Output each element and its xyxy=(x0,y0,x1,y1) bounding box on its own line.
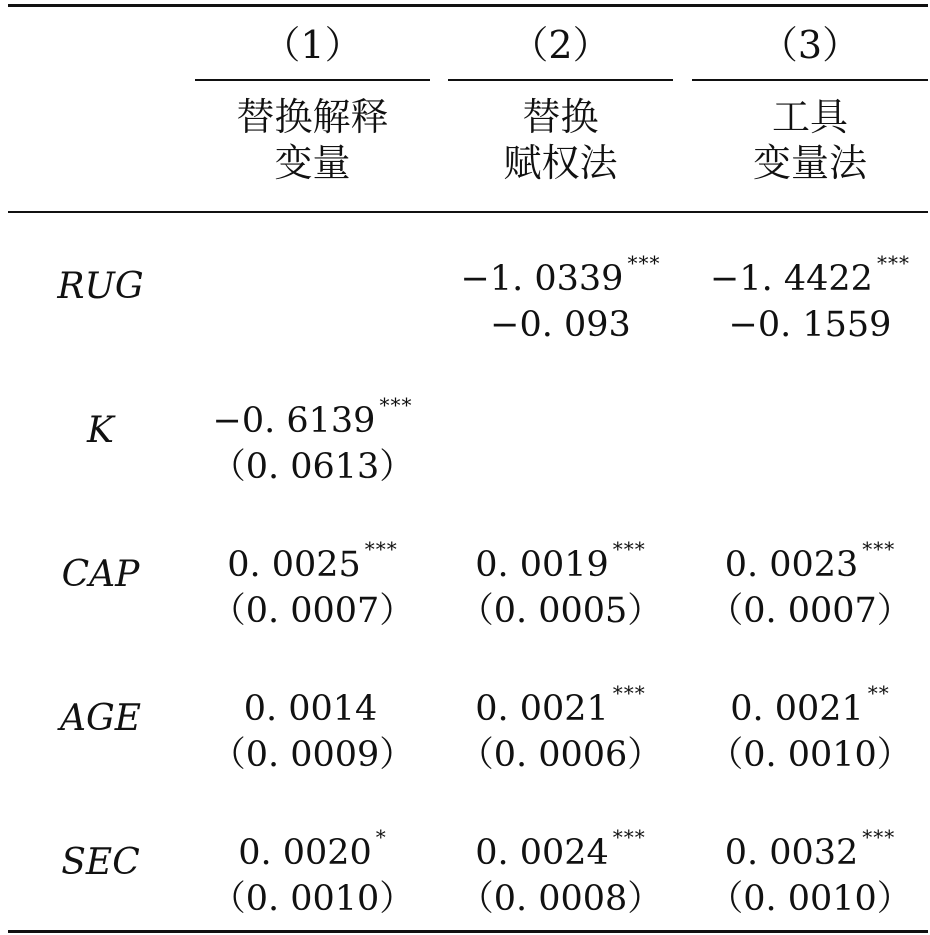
se-value: （0. 0010） xyxy=(708,879,912,919)
coef-value: −0. 6139 xyxy=(212,401,376,441)
table-cell xyxy=(448,814,673,922)
se-value: （0. 0008） xyxy=(458,879,663,919)
col-2-underline xyxy=(448,79,673,81)
significance-stars: *** xyxy=(876,251,910,275)
coef-value: 0. 0021 xyxy=(730,689,864,729)
table-cell xyxy=(692,670,928,778)
coef-value: 0. 0021 xyxy=(475,689,609,729)
col-2-label xyxy=(448,94,673,186)
row-label-sec: SEC xyxy=(61,842,140,883)
col-3-label xyxy=(692,94,928,186)
table-cell xyxy=(448,670,673,778)
row-label-age: AGE xyxy=(59,698,142,739)
row-label-rug: RUG xyxy=(57,266,144,307)
se-value: −0. 1559 xyxy=(728,305,892,345)
table-cell xyxy=(195,670,430,778)
se-value: （0. 0010） xyxy=(210,879,415,919)
col-2-label-line2: 赋权法 xyxy=(503,141,618,185)
se-value: （0. 0005） xyxy=(458,591,663,631)
coef-value: −1. 4422 xyxy=(710,259,873,299)
header-rule xyxy=(8,211,928,213)
col-1-underline xyxy=(195,79,430,81)
significance-stars: ** xyxy=(867,681,890,705)
significance-stars: *** xyxy=(862,537,896,561)
table-cell xyxy=(195,382,430,490)
table-cell xyxy=(692,240,928,348)
col-1-label xyxy=(195,94,430,186)
significance-stars: *** xyxy=(364,537,398,561)
row-label-cap: CAP xyxy=(61,554,140,595)
coef-value: 0. 0014 xyxy=(243,689,378,729)
col-3-label-line1: 工具 xyxy=(771,95,848,139)
significance-stars: *** xyxy=(612,825,646,849)
coef-value: 0. 0020 xyxy=(238,833,372,873)
table-cell xyxy=(195,526,430,634)
se-value: （0. 0009） xyxy=(210,735,415,775)
col-2-number: （2） xyxy=(510,23,611,67)
bottom-rule xyxy=(8,930,928,933)
significance-stars: * xyxy=(375,825,387,849)
coef-value: 0. 0025 xyxy=(227,545,361,585)
se-value: （0. 0613） xyxy=(210,447,415,487)
significance-stars: *** xyxy=(627,251,661,275)
significance-stars: *** xyxy=(612,537,646,561)
col-1-label-line2: 变量 xyxy=(274,141,351,185)
coef-value: 0. 0019 xyxy=(475,545,609,585)
table-cell xyxy=(195,814,430,922)
col-3-underline xyxy=(692,79,928,81)
significance-stars: *** xyxy=(862,825,896,849)
table-cell xyxy=(448,526,673,634)
table-cell xyxy=(448,240,673,348)
significance-stars: *** xyxy=(379,393,413,417)
row-label-k: K xyxy=(87,410,114,451)
coef-value: −1. 0339 xyxy=(460,259,624,299)
coef-value: 0. 0024 xyxy=(475,833,609,873)
table-cell xyxy=(692,526,928,634)
se-value: −0. 093 xyxy=(490,305,631,345)
col-1-number: （1） xyxy=(262,23,363,67)
significance-stars: *** xyxy=(612,681,646,705)
se-value: （0. 0010） xyxy=(708,735,912,775)
se-value: （0. 0007） xyxy=(708,591,912,631)
col-1-label-line1: 替换解释 xyxy=(236,95,389,139)
col-2-label-line1: 替换 xyxy=(522,95,599,139)
col-3-number: （3） xyxy=(759,23,861,67)
top-rule xyxy=(8,4,928,7)
col-3-label-line2: 变量法 xyxy=(752,141,867,185)
se-value: （0. 0007） xyxy=(210,591,415,631)
se-value: （0. 0006） xyxy=(458,735,663,775)
coef-value: 0. 0023 xyxy=(724,545,859,585)
coef-value: 0. 0032 xyxy=(724,833,859,873)
table-cell xyxy=(692,814,928,922)
